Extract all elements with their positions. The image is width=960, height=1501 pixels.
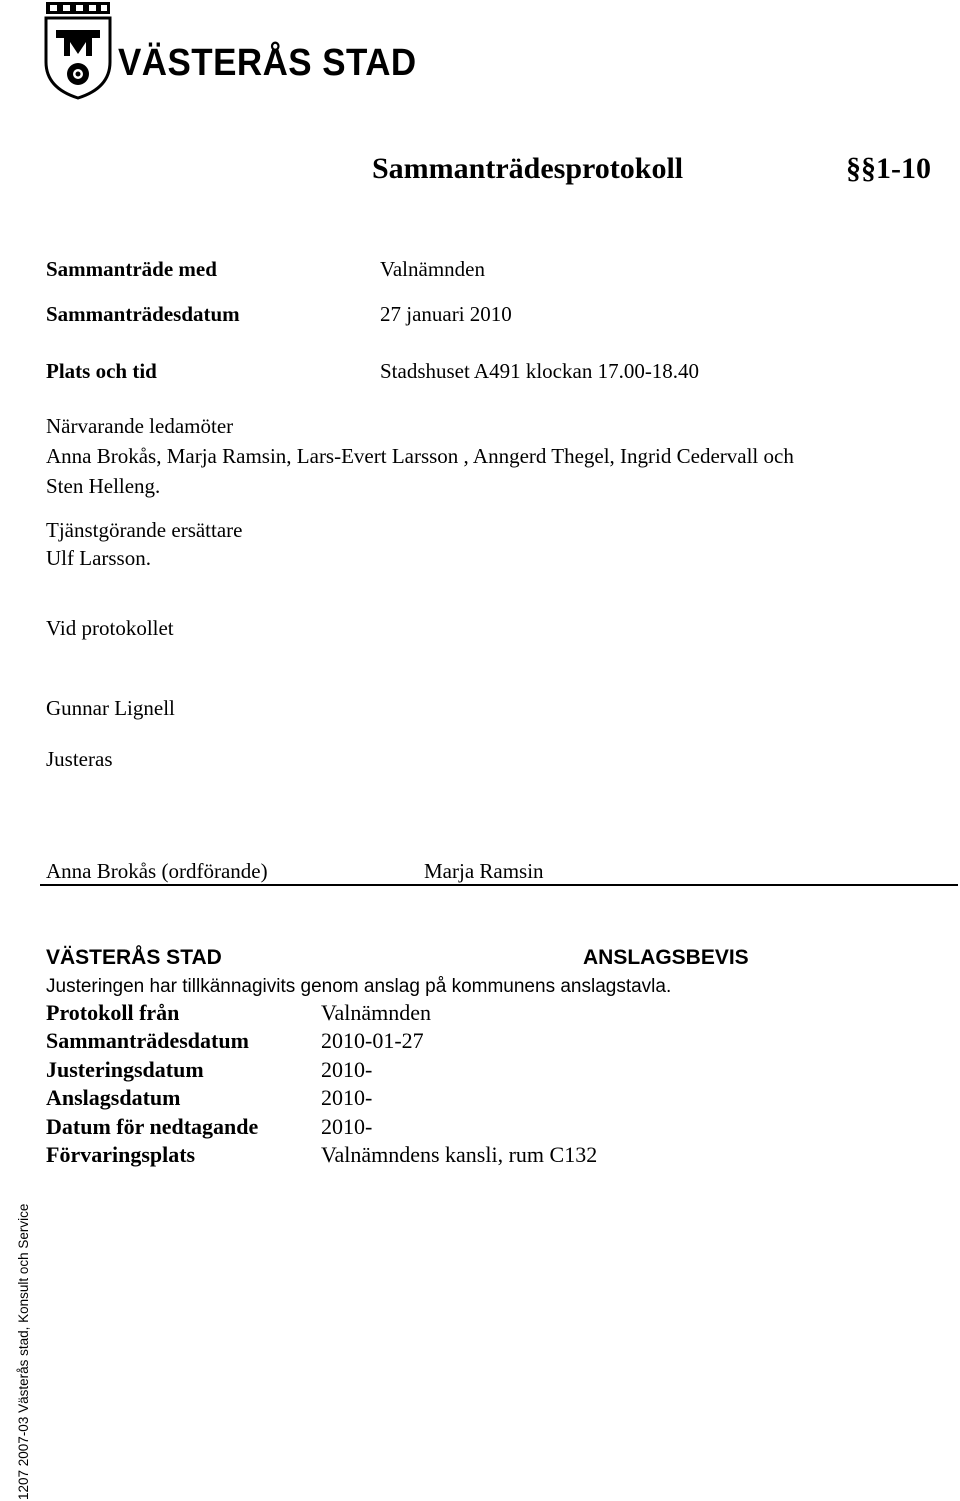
keeper-name: Gunnar Lignell: [46, 696, 175, 720]
notice-row-label: Förvaringsplats: [46, 1142, 196, 1167]
meeting-with-label: Sammanträde med: [46, 257, 217, 281]
notice-row-label: Justeringsdatum: [46, 1057, 204, 1082]
notice-row-value: Valnämndens kansli, rum C132: [321, 1142, 598, 1167]
members-line-2: Sten Helleng.: [46, 474, 161, 498]
form-side-note: 1207 2007-03 Västerås stad, Konsult och Service: [16, 1203, 31, 1500]
notice-statement: Justeringen har tillkännagivits genom anslag på kommunens anslagstavla.: [46, 976, 672, 997]
notice-row-label: Anslagsdatum: [46, 1085, 181, 1110]
notice-row-value: 2010-: [321, 1114, 373, 1139]
org-name-logotype: VÄSTERÅS STAD: [118, 42, 417, 84]
notice-row-value: 2010-01-27: [321, 1028, 424, 1053]
notice-row-label: Datum för nedtagande: [46, 1114, 259, 1139]
notice-org: VÄSTERÅS STAD: [46, 946, 222, 969]
keeper-heading: Vid protokollet: [46, 616, 174, 640]
meeting-date-label: Sammanträdesdatum: [46, 302, 240, 326]
meeting-place-label: Plats och tid: [46, 359, 157, 383]
notice-row-label: Sammanträdesdatum: [46, 1028, 249, 1053]
signer-chair: Anna Brokås (ordförande): [46, 859, 268, 883]
notice-row-value: 2010-: [321, 1085, 373, 1110]
substitutes-value: Ulf Larsson.: [46, 546, 151, 570]
adjusted-heading: Justeras: [46, 747, 113, 771]
document-title: Sammanträdesprotokoll: [372, 152, 684, 185]
section-reference: §§1-10: [846, 152, 931, 185]
members-line-1: Anna Brokås, Marja Ramsin, Lars-Evert Larsson , Anngerd Thegel, Ingrid Cedervall och: [46, 444, 794, 468]
meeting-with-value: Valnämnden: [380, 257, 485, 281]
notice-row-value: 2010-: [321, 1057, 373, 1082]
signature-line: [40, 884, 958, 886]
notice-heading: ANSLAGSBEVIS: [583, 946, 749, 969]
meeting-place-value: Stadshuset A491 klockan 17.00-18.40: [380, 359, 700, 383]
notice-row-label: Protokoll från: [46, 1000, 180, 1025]
meeting-date-value: 27 januari 2010: [380, 302, 512, 326]
substitutes-heading: Tjänstgörande ersättare: [46, 518, 243, 542]
signer-second: Marja Ramsin: [424, 859, 544, 883]
members-heading: Närvarande ledamöter: [46, 414, 234, 438]
notice-row-value: Valnämnden: [321, 1000, 431, 1025]
